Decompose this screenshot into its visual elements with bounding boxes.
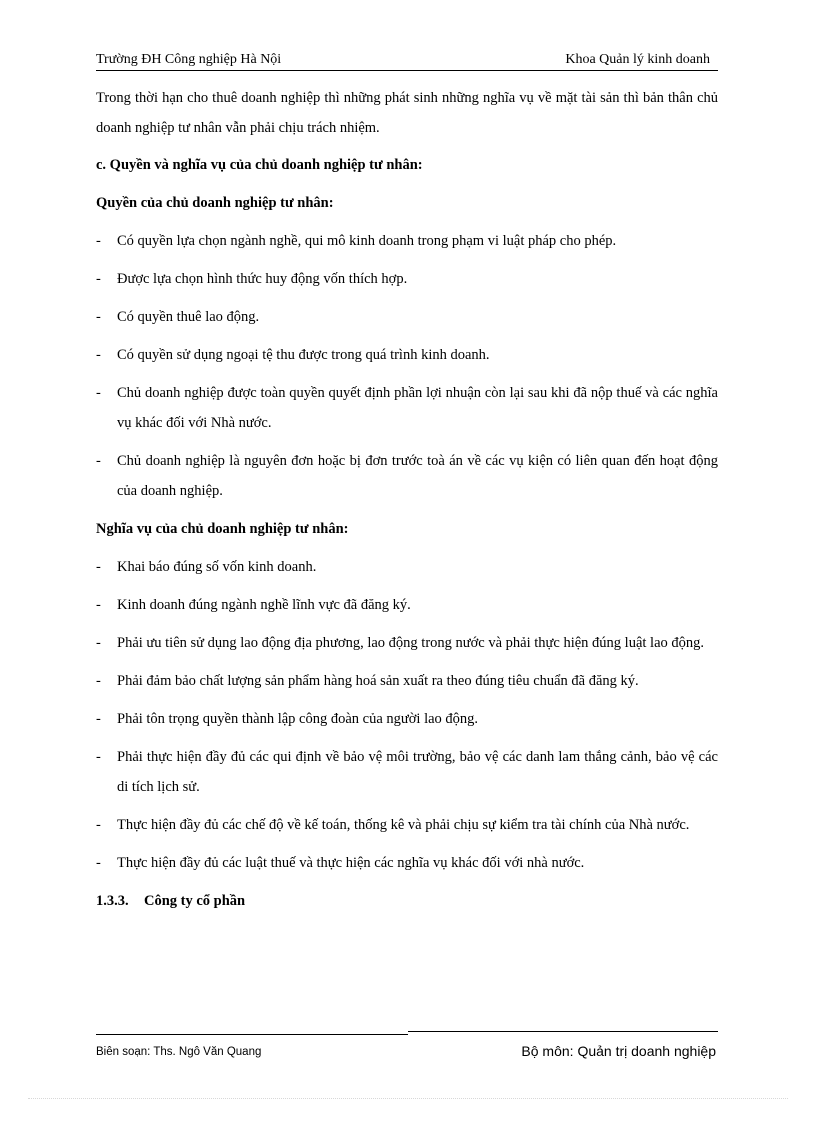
dash-marker: - [96, 749, 101, 765]
footer-author: Biên soạn: Ths. Ngô Văn Quang [96, 1046, 262, 1058]
list-item: - Chủ doanh nghiệp được toàn quyền quyết định phần lợi nhuận còn lại sau khi đã nộp thuế và các nghĩa vụ khác đối với Nhà nước. [96, 378, 718, 438]
list-item: - Có quyền thuê lao động. [96, 302, 718, 332]
list-item: - Chủ doanh nghiệp là nguyên đơn hoặc bị đơn trước toà án về các vụ kiện có liên quan đến hoạt động của doanh nghiệp. [96, 446, 718, 506]
dash-marker: - [96, 309, 101, 325]
dash-marker: - [96, 559, 101, 575]
list-item: - Thực hiện đầy đủ các luật thuế và thực hiện các nghĩa vụ khác đối với nhà nước. [96, 848, 718, 878]
dash-marker: - [96, 271, 101, 287]
heading-rights: Quyền của chủ doanh nghiệp tư nhân: [96, 195, 334, 211]
page-bottom-divider [28, 1098, 788, 1099]
dash-marker: - [96, 385, 101, 401]
footer-rule-right [408, 1031, 718, 1032]
duties-list [96, 552, 718, 878]
page-footer [96, 1034, 718, 1064]
dash-marker: - [96, 233, 101, 249]
list-item: - Phải tôn trọng quyền thành lập công đoàn của người lao động. [96, 704, 718, 734]
list-item: - Được lựa chọn hình thức huy động vốn thích hợp. [96, 264, 718, 294]
heading-rights-and-duties: c. Quyền và nghĩa vụ của chủ doanh nghiệp tư nhân: [96, 157, 423, 173]
dash-marker: - [96, 855, 101, 871]
dash-marker: - [96, 817, 101, 833]
dash-marker: - [96, 347, 101, 363]
dash-marker: - [96, 635, 101, 651]
intro-paragraph: Trong thời hạn cho thuê doanh nghiệp thì những phát sinh những nghĩa vụ về mặt tài sản thì bản thân chủ doanh nghiệp tư nhân vẫn phải chịu trách nhiệm. [96, 90, 718, 136]
list-item: - Kinh doanh đúng ngành nghề lĩnh vực đã đăng ký. [96, 590, 718, 620]
page-body [96, 83, 718, 916]
page-header [96, 52, 718, 71]
header-faculty: Khoa Quản lý kinh doanh [565, 52, 710, 67]
footer-department: Bộ môn: Quản trị doanh nghiệp [521, 1043, 716, 1059]
header-school: Trường ĐH Công nghiệp Hà Nội [96, 52, 282, 67]
heading-duties: Nghĩa vụ của chủ doanh nghiệp tư nhân: [96, 521, 349, 537]
list-item: - Phải thực hiện đầy đủ các qui định về bảo vệ môi trường, bảo vệ các danh lam thắng cảnh, bảo vệ các di tích lịch sử. [96, 742, 718, 802]
section-title: Công ty cổ phần [144, 893, 246, 909]
list-item: - Có quyền sử dụng ngoại tệ thu được trong quá trình kinh doanh. [96, 340, 718, 370]
footer-rule-left [96, 1034, 408, 1035]
dash-marker: - [96, 711, 101, 727]
section-number: 1.3.3. [96, 893, 129, 909]
list-item: - Phải đảm bảo chất lượng sản phẩm hàng hoá sản xuất ra theo đúng tiêu chuẩn đã đăng ký. [96, 666, 718, 696]
rights-list [96, 226, 718, 506]
list-item: - Thực hiện đầy đủ các chế độ về kế toán, thống kê và phải chịu sự kiểm tra tài chính của Nhà nước. [96, 810, 718, 840]
dash-marker: - [96, 673, 101, 689]
dash-marker: - [96, 597, 101, 613]
list-item: - Phải ưu tiên sử dụng lao động địa phương, lao động trong nước và phải thực hiện đúng luật lao động. [96, 628, 718, 658]
list-item: - Khai báo đúng số vốn kinh doanh. [96, 552, 718, 582]
section-heading [96, 886, 718, 916]
dash-marker: - [96, 453, 101, 469]
list-item: - Có quyền lựa chọn ngành nghề, qui mô kinh doanh trong phạm vi luật pháp cho phép. [96, 226, 718, 256]
